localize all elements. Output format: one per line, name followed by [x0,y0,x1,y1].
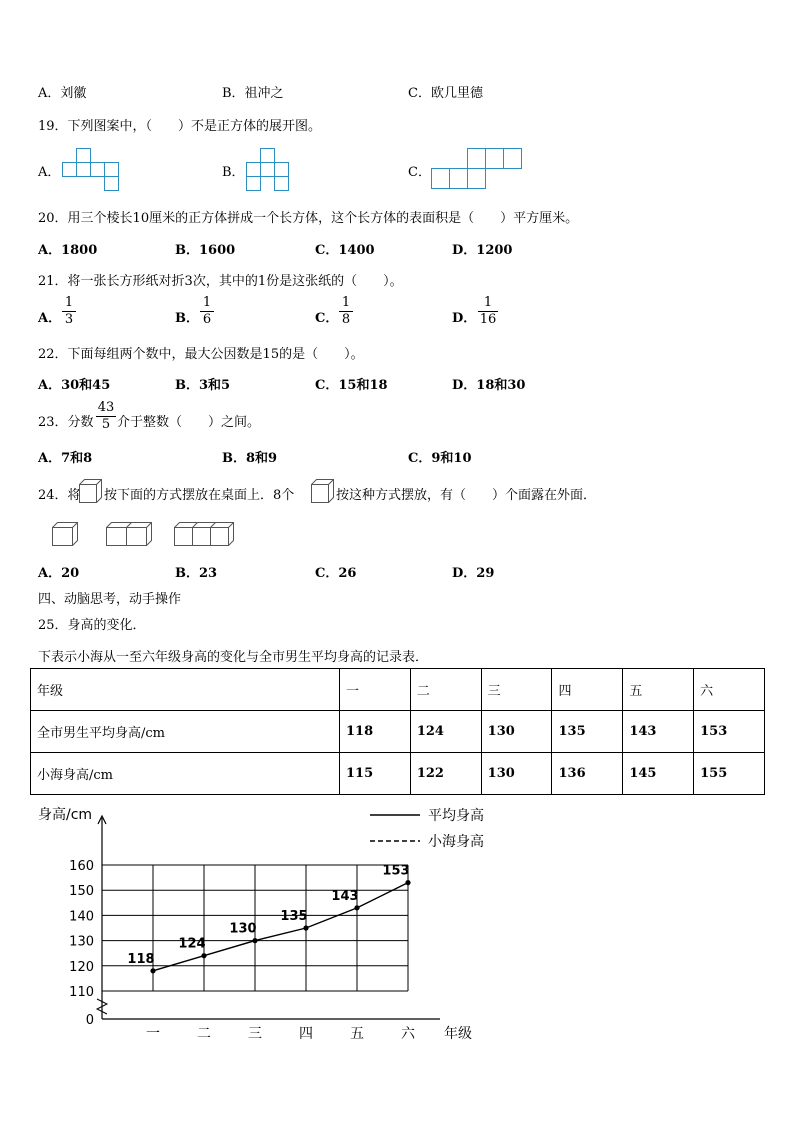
numerator: 1 [341,295,351,310]
one-cube-figure [53,523,78,546]
table-cell: 136 [552,753,623,795]
q21-fraction-b [200,296,214,327]
q22-option-a[interactable]: A．30和45 [38,378,111,393]
q24-part1: 24．将 [38,488,81,503]
q18-option-c[interactable]: C．欧几里德 [408,86,483,101]
q20-stem: 20．用三个棱长10厘米的正方体拼成一个长方体，这个长方体的表面积是（ ）平方厘米。 [38,211,579,226]
q19-net-c[interactable] [430,147,524,191]
x-tick-label: 三 [248,1026,262,1042]
q22-option-d[interactable]: D．18和30 [452,378,526,393]
data-point [405,880,410,885]
x-tick-label: 六 [401,1026,415,1042]
legend-label: 小海身高 [428,834,484,850]
height-record-table [30,668,765,795]
q21-label-d[interactable]: D． [452,311,477,326]
q24-option-b[interactable]: B．23 [175,566,218,581]
q23-fraction [96,401,116,432]
table-row [31,753,765,795]
table-cell: 124 [410,711,481,753]
y-tick-label: 0 [85,1013,94,1028]
q21-fraction-c [339,296,353,327]
chart-legend [370,807,484,850]
table-header: 年级 [31,669,340,711]
q23-option-c[interactable]: C．9和10 [408,451,472,466]
data-point [201,953,206,958]
x-tick-label: 二 [197,1026,211,1042]
two-cube-figure [107,523,152,546]
q24-part3: 按这种方式摆放，有（ ）个面露在外面． [336,488,597,503]
data-point [303,925,308,930]
q22-option-c[interactable]: C．15和18 [315,378,388,393]
data-point [150,968,155,973]
x-tick-label: 一 [146,1026,160,1042]
denominator: 16 [479,312,497,327]
table-cell: 122 [410,753,481,795]
table-header: 一 [340,669,411,711]
table-cell: 155 [694,753,765,795]
data-label: 153 [382,863,410,879]
table-cell: 145 [623,753,694,795]
row-label: 全市男生平均身高/cm [31,711,340,753]
legend-label: 平均身高 [428,808,484,824]
q23-stem-pre: 23．分数 [38,415,94,430]
chart-series [127,864,410,974]
row-label: 小海身高/cm [31,753,340,795]
x-tick-label: 五 [350,1026,364,1042]
table-cell: 130 [481,753,552,795]
data-label: 135 [280,909,308,924]
table-cell: 153 [694,711,765,753]
table-cell: 135 [552,711,623,753]
q24-option-c[interactable]: C．26 [315,566,357,581]
q21-stem: 21．将一张长方形纸对折3次，其中的1份是这张纸的（ ）。 [38,274,403,289]
q21-fraction-a [62,296,76,327]
data-label: 130 [229,921,257,937]
data-label: 143 [331,888,359,904]
numerator: 1 [483,295,493,310]
q23-option-a[interactable]: A．7和8 [38,451,93,466]
three-cube-figure [175,523,234,546]
table-header: 四 [552,669,623,711]
numerator: 43 [97,400,115,415]
table-header: 六 [694,669,765,711]
numerator: 1 [202,295,212,310]
q25-intro: 下表示小海从一至六年级身高的变化与全市男生平均身高的记录表． [38,650,429,665]
x-tick-label: 四 [299,1026,313,1042]
q24-cube-arrangements [50,520,250,550]
table-header: 二 [410,669,481,711]
series-line [153,883,408,971]
q24-option-a[interactable]: A．20 [38,566,80,581]
axis-break-icon [97,999,107,1014]
y-tick-label: 160 [69,859,94,874]
q19-net-b[interactable] [246,147,292,191]
y-tick-label: 120 [69,959,94,975]
data-point [354,905,359,910]
q21-label-a[interactable]: A． [38,311,62,326]
q22-option-b[interactable]: B．3和5 [175,378,231,393]
denominator: 3 [64,312,74,327]
q21-fraction-d [478,296,498,327]
denominator: 8 [341,312,351,327]
table-header: 三 [481,669,552,711]
table-header-row [31,669,765,711]
q18-option-b[interactable]: B．祖冲之 [222,86,284,101]
q20-option-d[interactable]: D．1200 [452,243,513,258]
table-row [31,711,765,753]
q24-part2: 按下面的方式摆放在桌面上．8个 [104,488,295,503]
y-tick-label: 140 [69,909,94,925]
table-cell: 118 [340,711,411,753]
q19-label-a[interactable]: A． [38,165,61,180]
q19-label-c[interactable]: C． [408,165,431,180]
q20-option-b[interactable]: B．1600 [175,243,236,258]
y-tick-label: 150 [69,884,94,900]
chart-ticks [69,859,416,1042]
q20-option-a[interactable]: A．1800 [38,243,98,258]
denominator: 6 [202,312,212,327]
q23-stem-post: 介于整数（ ）之间。 [117,415,261,430]
denominator: 5 [101,417,111,432]
cube-icon [310,478,334,504]
q20-option-c[interactable]: C．1400 [315,243,375,258]
q24-option-d[interactable]: D．29 [452,566,495,581]
q19-net-a[interactable] [62,147,122,191]
cube-icon [78,478,102,504]
q22-stem: 22．下面每组两个数中，最大公因数是15的是（ ）。 [38,347,364,362]
q25-title: 25．身高的变化． [38,618,146,633]
q19-stem: 19．下列图案中，（ ）不是正方体的展开图。 [38,119,322,134]
data-point [252,938,257,943]
q23-option-b[interactable]: B．8和9 [222,451,278,466]
y-axis-label: 身高/cm [38,807,93,823]
x-axis-label: 年级 [444,1026,472,1042]
y-tick-label: 110 [69,985,94,1000]
numerator: 1 [64,295,74,310]
data-label: 118 [127,951,155,967]
q21-label-c[interactable]: C． [315,311,339,326]
table-cell: 143 [623,711,694,753]
table-header: 五 [623,669,694,711]
q21-label-b[interactable]: B． [175,311,199,326]
y-tick-label: 130 [69,934,94,950]
section-heading: 四、动脑思考，动手操作 [38,592,182,607]
height-line-chart [0,800,794,1050]
data-label: 124 [178,936,206,952]
table-cell: 130 [481,711,552,753]
q19-label-b[interactable]: B． [222,165,245,180]
table-cell: 115 [340,753,411,795]
q18-option-a[interactable]: A．刘徽 [38,86,87,101]
